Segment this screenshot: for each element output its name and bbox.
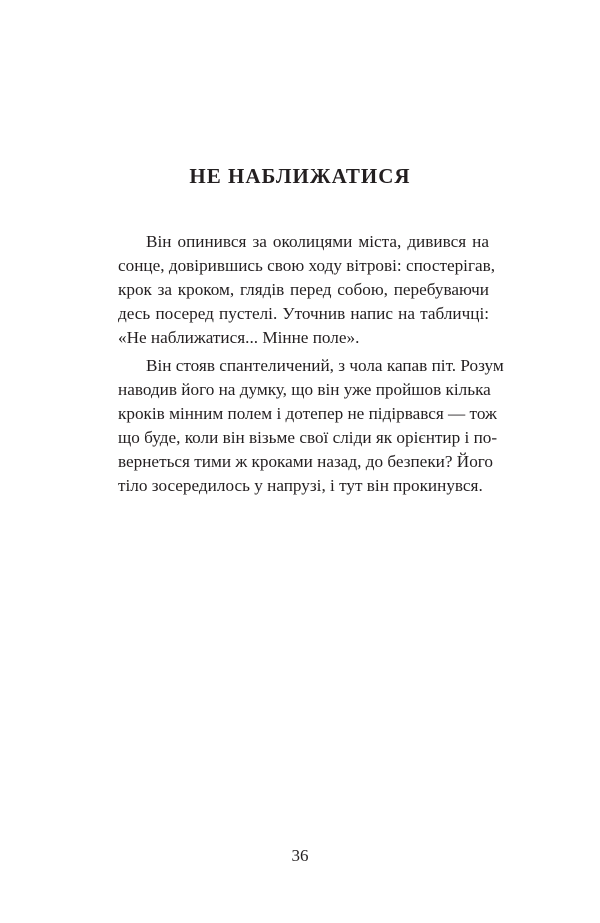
text-line: кроків мінним полем і дотепер не підірвався — тож — [118, 404, 497, 423]
text-line: вернеться тими ж кроками назад, до безпеки? Його — [118, 452, 494, 471]
paragraph-1 — [118, 230, 496, 350]
page-number: 36 — [291, 846, 309, 865]
text-line: наводив його на думку, що він уже пройшов кілька — [118, 380, 491, 399]
text-line: сонце, довірившись свою ходу вітрові: спостерігав, — [118, 256, 496, 275]
text-line: «Не наближатися... Мінне поле». — [118, 328, 360, 347]
chapter-title: НЕ НАБЛИЖАТИСЯ — [189, 164, 411, 188]
text-line: Він опинився за околицями міста, дивився на — [146, 232, 489, 251]
text-line: Він стояв спантеличений, з чола капав піт. Розум — [146, 356, 504, 375]
text-line: тіло зосередилось у напрузі, і тут він прокинувся. — [118, 476, 483, 495]
text-line: крок за кроком, глядів перед собою, перебуваючи — [118, 280, 489, 299]
paragraph-2 — [118, 354, 504, 498]
text-line: що буде, коли він візьме свої сліди як орієнтир і по- — [118, 428, 498, 447]
text-line: десь посеред пустелі. Уточнив напис на табличці: — [118, 304, 489, 323]
